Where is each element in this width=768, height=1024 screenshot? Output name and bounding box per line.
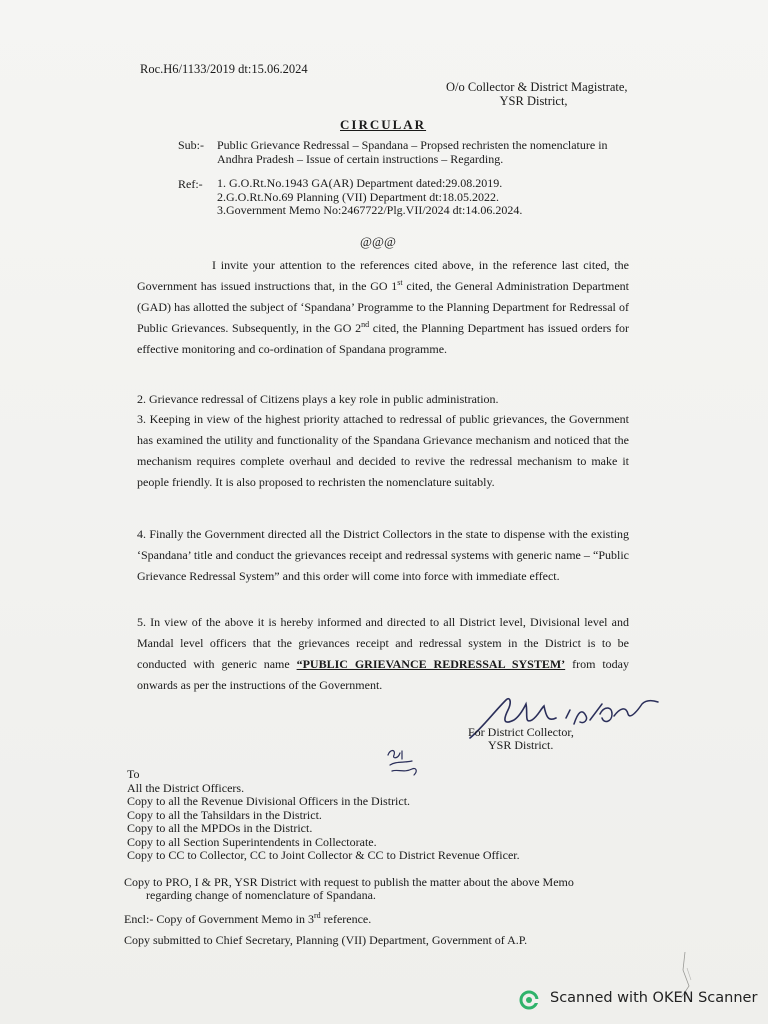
subject-label: Sub:- (178, 138, 205, 152)
separator: @@@ (360, 234, 396, 249)
intro-text-a: I invite your attention to the references cited above, in the reference last cited, the Government has issued instructions that, in the GO 1 (137, 258, 629, 293)
signature-line-1: For District Collector, (468, 725, 574, 739)
scanner-logo-icon (519, 990, 539, 1010)
distribution-item: Copy to all the MPDOs in the District. (127, 821, 313, 835)
enclosure-text-a: Encl:- Copy of Government Memo in 3 (124, 912, 314, 926)
distribution-item: All the District Officers. (127, 780, 245, 795)
copy-to-pro (124, 876, 574, 902)
paragraph-4-text: 4. Finally the Government directed all the District Collectors in the state to dispense with the existing ‘Spandana’ title and conduct the grievances receipt and redressal systems with generic name – “Public Grievance Redressal System” and this order will come into force with immediate effect. (137, 527, 629, 583)
subject-text: Public Grievance Redressal – Spandana – Propsed rechristen the nomenclature in Andhra Pradesh – Issue of certain instructions – Regarding. (217, 138, 608, 166)
paragraph-5-text-b: from today onwards as per the instructions of the Government. (137, 657, 629, 692)
circular-title: CIRCULAR (340, 117, 427, 132)
intro-sup-1: st (397, 278, 403, 287)
references-list (217, 177, 522, 218)
reference-number: Roc.H6/1133/2019 dt:15.06.2024 (140, 62, 308, 76)
distribution-list (127, 768, 520, 863)
office-line-2: YSR District, (499, 94, 568, 108)
copy-pro-line-1: Copy to PRO, I & PR, YSR District with request to publish the matter about the above Memo (124, 875, 574, 889)
distribution-item: Copy to all Section Superintendents in Collectorate. (127, 834, 377, 849)
paragraph-3 (137, 409, 629, 493)
reference-item: 1. G.O.Rt.No.1943 GA(AR) Department dated:29.08.2019. (217, 176, 503, 190)
enclosure-sup: rd (313, 911, 321, 920)
signature-line-2: YSR District. (488, 738, 554, 752)
signature-block (468, 726, 574, 752)
paragraph-2-text: 2. Grievance redressal of Citizens plays a key role in public administration. (137, 392, 499, 406)
to-label: To (127, 767, 140, 781)
system-name-highlight: “PUBLIC GRIEVANCE REDRESSAL SYSTEM’ (296, 657, 566, 671)
distribution-item: Copy to CC to Collector, CC to Joint Collector & CC to District Revenue Officer. (127, 848, 520, 862)
paragraph-4 (137, 524, 629, 587)
paragraph-5-text-a: 5. In view of the above it is hereby informed and directed to all District level, Divisional level and Mandal level officers that the grievances receipt and redressal system in the District is to be conducted with generic name (137, 615, 629, 671)
intro-sup-2: nd (361, 320, 370, 329)
copy-submitted-cs: Copy submitted to Chief Secretary, Planning (VII) Department, Government of A.P. (124, 933, 528, 947)
scanner-watermark: Scanned with OKEN Scanner (550, 990, 758, 1006)
enclosure-note (124, 912, 371, 927)
intro-text-c: cited, the Planning Department has issued orders for effective monitoring and co-ordination of Spandana programme. (137, 321, 629, 356)
references-label: Ref:- (178, 177, 203, 191)
copy-pro-line-2: regarding change of nomenclature of Spandana. (146, 888, 376, 902)
office-line-1: O/o Collector & District Magistrate, (446, 80, 628, 94)
paragraph-2 (137, 389, 629, 410)
office-address (446, 80, 628, 108)
reference-item: 2.G.O.Rt.No.69 Planning (VII) Department dt:18.05.2022. (217, 189, 499, 204)
enclosure-text-b: reference. (320, 912, 372, 926)
paragraph-5 (137, 612, 629, 696)
paragraph-intro (137, 255, 629, 360)
distribution-item: Copy to all the Tahsildars in the District. (127, 807, 322, 822)
distribution-item: Copy to all the Revenue Divisional Officers in the District. (127, 794, 411, 808)
intro-text-b: cited, the General Administration Department (GAD) has allotted the subject of ‘Spandana’ Programme to the Planning Department for Redressal of Public Grievances. Subsequently, in the GO 2 (137, 279, 629, 335)
paragraph-3-text: 3. Keeping in view of the highest priority attached to redressal of public grievances, the Government has examined the utility and functionality of the Spandana Grievance mechanism and noticed that the mechanism requires complete overhaul and decided to revive the redressal mechanism to make it people friendly. It is also proposed to rechristen the nomenclature suitably. (137, 412, 629, 489)
reference-item: 3.Government Memo No:2467722/Plg.VII/2024 dt:14.06.2024. (217, 203, 523, 217)
